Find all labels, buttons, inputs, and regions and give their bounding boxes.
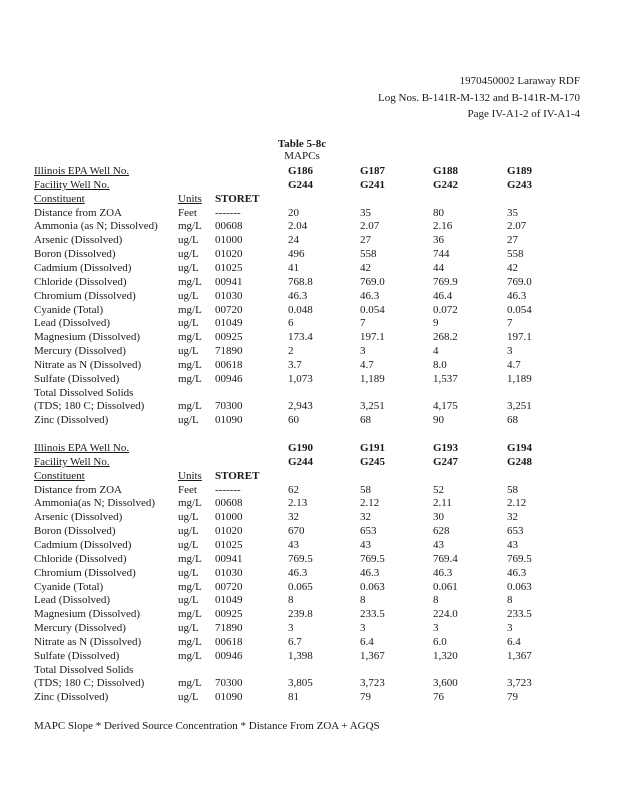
storet-cell: 01049 xyxy=(215,594,243,607)
table-row xyxy=(0,554,618,568)
value-cell: 35 xyxy=(360,206,371,219)
value-cell: 2 xyxy=(288,345,294,358)
value-cell: 2.07 xyxy=(507,220,527,233)
value-cell: 60 xyxy=(288,414,299,427)
value-cell: 2,943 xyxy=(288,400,313,413)
unit-cell: Feet xyxy=(178,483,197,496)
table-row xyxy=(0,526,618,540)
value-cell: 79 xyxy=(507,691,518,704)
value-cell: G186 xyxy=(288,165,314,177)
value-cell: 8 xyxy=(288,594,294,607)
value-cell: 1,367 xyxy=(507,649,532,662)
value-cell: 90 xyxy=(433,414,444,427)
value-cell: 42 xyxy=(507,261,518,274)
table-row xyxy=(0,194,618,208)
value-cell: 7 xyxy=(360,317,366,330)
value-cell: 769.5 xyxy=(360,552,385,565)
value-cell: 7 xyxy=(507,317,513,330)
value-cell: 3 xyxy=(507,345,513,358)
value-cell: 8 xyxy=(433,594,439,607)
storet-cell: 01000 xyxy=(215,511,243,524)
value-cell: 0.061 xyxy=(433,580,458,593)
value-cell: 268.2 xyxy=(433,331,458,344)
value-cell: G243 xyxy=(507,178,533,191)
table-title: Table 5-8c xyxy=(277,138,327,150)
row-label: Ammonia (as N; Dissolved) xyxy=(34,220,158,233)
row-label: Zinc (Dissolved) xyxy=(34,414,109,427)
value-cell: 81 xyxy=(288,691,299,704)
table-row xyxy=(0,637,618,651)
value-cell: 46.3 xyxy=(507,289,527,302)
unit-cell: mg/L xyxy=(178,608,202,621)
table-row xyxy=(0,360,618,374)
value-cell: 3.7 xyxy=(288,358,302,371)
value-cell: 44 xyxy=(433,261,444,274)
value-cell: 670 xyxy=(288,525,305,538)
unit-cell: mg/L xyxy=(178,372,202,385)
value-cell: 68 xyxy=(507,414,518,427)
unit-cell: mg/L xyxy=(178,358,202,371)
storet-cell: 00925 xyxy=(215,331,243,344)
unit-cell: Feet xyxy=(178,206,197,219)
value-cell: 42 xyxy=(360,261,371,274)
value-cell: 1,367 xyxy=(360,649,385,662)
value-cell: 769.4 xyxy=(433,552,458,565)
value-cell: 58 xyxy=(360,483,371,496)
unit-cell: mg/L xyxy=(178,580,202,593)
value-cell: 58 xyxy=(507,483,518,496)
value-cell: 2.04 xyxy=(288,220,308,233)
row-label: Distance from ZOA xyxy=(34,206,122,219)
row-label: Arsenic (Dissolved) xyxy=(34,511,123,524)
value-cell: 43 xyxy=(360,538,371,551)
value-cell: 653 xyxy=(360,525,377,538)
value-cell: G189 xyxy=(507,165,533,177)
row-label: Nitrate as N (Dissolved) xyxy=(34,358,142,371)
unit-cell: ug/L xyxy=(178,261,199,274)
table-row xyxy=(0,263,618,277)
storet-cell: 00941 xyxy=(215,552,243,565)
value-cell: 224.0 xyxy=(433,608,458,621)
table-row xyxy=(0,291,618,305)
row-label: Magnesium (Dissolved) xyxy=(34,331,141,344)
value-cell: 76 xyxy=(433,691,444,704)
value-cell: G190 xyxy=(288,442,314,454)
value-cell: 20 xyxy=(288,206,299,219)
value-cell: 233.5 xyxy=(507,608,532,621)
value-cell: 79 xyxy=(360,691,371,704)
storet-cell: 71890 xyxy=(215,345,243,358)
value-cell: 2.16 xyxy=(433,220,453,233)
row-label: Chromium (Dissolved) xyxy=(34,289,136,302)
storet-cell: 70300 xyxy=(215,400,243,413)
value-cell: 6.4 xyxy=(360,635,374,648)
value-cell: 46.4 xyxy=(433,289,453,302)
row-label: Constituent xyxy=(34,192,85,205)
row-label: Total Dissolved Solids xyxy=(34,663,134,676)
value-cell: 0.054 xyxy=(360,303,385,316)
table-row xyxy=(0,249,618,263)
value-cell: 653 xyxy=(507,525,524,538)
storet-cell: 00946 xyxy=(215,372,243,385)
unit-cell: mg/L xyxy=(178,677,202,690)
table-row xyxy=(0,471,618,485)
value-cell: 6.7 xyxy=(288,635,302,648)
value-cell: 3 xyxy=(360,345,366,358)
value-cell: 3 xyxy=(288,622,294,635)
value-cell: 46.3 xyxy=(433,566,453,579)
storet-cell: 01025 xyxy=(215,261,243,274)
value-cell: 173.4 xyxy=(288,331,313,344)
value-cell: 6.4 xyxy=(507,635,521,648)
storet-cell: 00618 xyxy=(215,635,243,648)
unit-cell: ug/L xyxy=(178,538,199,551)
row-label: Nitrate as N (Dissolved) xyxy=(34,635,142,648)
value-cell: 0.063 xyxy=(507,580,532,593)
value-cell: G244 xyxy=(288,178,314,191)
value-cell: 2.07 xyxy=(360,220,380,233)
value-cell: G188 xyxy=(433,165,459,177)
unit-cell: mg/L xyxy=(178,220,202,233)
storet-cell: 01025 xyxy=(215,538,243,551)
row-label: Cadmium (Dissolved) xyxy=(34,538,132,551)
value-cell: 8.0 xyxy=(433,358,447,371)
unit-cell: ug/L xyxy=(178,234,199,247)
value-cell: 197.1 xyxy=(507,331,532,344)
storet-cell: 01020 xyxy=(215,248,243,261)
unit-cell: mg/L xyxy=(178,635,202,648)
unit-cell: ug/L xyxy=(178,566,199,579)
unit-cell: ug/L xyxy=(178,248,199,261)
row-label: Distance from ZOA xyxy=(34,483,122,496)
row-label: Sulfate (Dissolved) xyxy=(34,649,120,662)
row-label: Facility Well No. xyxy=(34,178,110,191)
unit-cell: mg/L xyxy=(178,552,202,565)
value-cell: 769.0 xyxy=(360,275,385,288)
table-subtitle: MAPCs xyxy=(284,150,320,162)
storet-cell: ------- xyxy=(215,206,241,219)
value-cell: G193 xyxy=(433,442,459,454)
unit-cell: mg/L xyxy=(178,275,202,288)
value-cell: 1,073 xyxy=(288,372,313,385)
value-cell: 239.8 xyxy=(288,608,313,621)
value-cell: 769.5 xyxy=(288,552,313,565)
value-cell: 27 xyxy=(360,234,371,247)
row-label: Zinc (Dissolved) xyxy=(34,691,109,704)
value-cell: 24 xyxy=(288,234,299,247)
storet-cell: STORET xyxy=(215,469,260,482)
value-cell: 30 xyxy=(433,511,444,524)
value-cell: 769.9 xyxy=(433,275,458,288)
footnote: MAPC Slope * Derived Source Concentration * Distance From ZOA + AGQS xyxy=(34,720,380,732)
unit-cell: mg/L xyxy=(178,497,202,510)
storet-cell: 70300 xyxy=(215,677,243,690)
value-cell: 46.3 xyxy=(288,566,308,579)
storet-cell: 00720 xyxy=(215,303,243,316)
storet-cell: STORET xyxy=(215,192,260,205)
value-cell: 68 xyxy=(360,414,371,427)
storet-cell: 01030 xyxy=(215,566,243,579)
unit-cell: ug/L xyxy=(178,317,199,330)
value-cell: 3 xyxy=(507,622,513,635)
value-cell: 3,805 xyxy=(288,677,313,690)
value-cell: 32 xyxy=(360,511,371,524)
value-cell: 2.12 xyxy=(507,497,527,510)
value-cell: G244 xyxy=(288,455,314,468)
value-cell: 41 xyxy=(288,261,299,274)
value-cell: 233.5 xyxy=(360,608,385,621)
value-cell: 558 xyxy=(360,248,377,261)
table-row xyxy=(0,166,618,180)
unit-cell: ug/L xyxy=(178,345,199,358)
unit-cell: ug/L xyxy=(178,525,199,538)
value-cell: 43 xyxy=(433,538,444,551)
value-cell: 43 xyxy=(507,538,518,551)
value-cell: 36 xyxy=(433,234,444,247)
value-cell: 6.0 xyxy=(433,635,447,648)
table-row xyxy=(0,623,618,637)
value-cell: 9 xyxy=(433,317,439,330)
table-row xyxy=(0,374,618,388)
storet-cell: 01049 xyxy=(215,317,243,330)
storet-cell: 00608 xyxy=(215,497,243,510)
storet-cell: 71890 xyxy=(215,622,243,635)
value-cell: G241 xyxy=(360,178,386,191)
value-cell: G247 xyxy=(433,455,459,468)
unit-cell: mg/L xyxy=(178,303,202,316)
storet-cell: 01090 xyxy=(215,414,243,427)
table-row xyxy=(0,277,618,291)
row-label: Cyanide (Total) xyxy=(34,580,104,593)
value-cell: 27 xyxy=(507,234,518,247)
storet-cell: ------- xyxy=(215,483,241,496)
value-cell: 2.11 xyxy=(433,497,452,510)
value-cell: 768.8 xyxy=(288,275,313,288)
value-cell: 8 xyxy=(507,594,513,607)
row-label: Chloride (Dissolved) xyxy=(34,275,127,288)
row-label: Sulfate (Dissolved) xyxy=(34,372,120,385)
unit-cell: mg/L xyxy=(178,400,202,413)
row-label: Total Dissolved Solids xyxy=(34,386,134,399)
unit-cell: ug/L xyxy=(178,594,199,607)
table-row xyxy=(0,568,618,582)
table-row xyxy=(0,180,618,194)
value-cell: 744 xyxy=(433,248,450,261)
header-site-line: 1970450002 Laraway RDF xyxy=(459,75,580,87)
value-cell: 62 xyxy=(288,483,299,496)
value-cell: 628 xyxy=(433,525,450,538)
value-cell: 80 xyxy=(433,206,444,219)
row-label: Chloride (Dissolved) xyxy=(34,552,127,565)
value-cell: 3,251 xyxy=(360,400,385,413)
storet-cell: 00618 xyxy=(215,358,243,371)
table-row xyxy=(0,540,618,554)
value-cell: 197.1 xyxy=(360,331,385,344)
unit-cell: ug/L xyxy=(178,511,199,524)
value-cell: 1,189 xyxy=(360,372,385,385)
storet-cell: 01030 xyxy=(215,289,243,302)
storet-cell: 01090 xyxy=(215,691,243,704)
value-cell: 52 xyxy=(433,483,444,496)
value-cell: 4.7 xyxy=(507,358,521,371)
unit-cell: Units xyxy=(178,469,202,482)
row-label: Lead (Dissolved) xyxy=(34,594,111,607)
storet-cell: 00941 xyxy=(215,275,243,288)
value-cell: 32 xyxy=(288,511,299,524)
value-cell: 496 xyxy=(288,248,305,261)
value-cell: 3 xyxy=(360,622,366,635)
table-row xyxy=(0,457,618,471)
row-label: Constituent xyxy=(34,469,85,482)
value-cell: 46.3 xyxy=(360,566,380,579)
table-row xyxy=(0,415,618,429)
value-cell: 35 xyxy=(507,206,518,219)
row-label: Lead (Dissolved) xyxy=(34,317,111,330)
storet-cell: 00608 xyxy=(215,220,243,233)
value-cell: 1,189 xyxy=(507,372,532,385)
storet-cell: 00946 xyxy=(215,649,243,662)
value-cell: 1,537 xyxy=(433,372,458,385)
header-page-number: Page IV-A1-2 of IV-A1-4 xyxy=(467,108,580,120)
table-row xyxy=(0,346,618,360)
table-row xyxy=(0,692,618,706)
row-label: Magnesium (Dissolved) xyxy=(34,608,141,621)
table-row xyxy=(0,443,618,457)
value-cell: 0.048 xyxy=(288,303,313,316)
value-cell: 0.054 xyxy=(507,303,532,316)
row-label: Mercury (Dissolved) xyxy=(34,345,126,358)
table-row xyxy=(0,651,618,665)
value-cell: 769.5 xyxy=(507,552,532,565)
value-cell: 0.065 xyxy=(288,580,313,593)
value-cell: 3,600 xyxy=(433,677,458,690)
value-cell: 3,251 xyxy=(507,400,532,413)
value-cell: 4,175 xyxy=(433,400,458,413)
value-cell: 4 xyxy=(433,345,439,358)
value-cell: 1,398 xyxy=(288,649,313,662)
value-cell: 769.0 xyxy=(507,275,532,288)
value-cell: 558 xyxy=(507,248,524,261)
value-cell: 46.3 xyxy=(288,289,308,302)
value-cell: G187 xyxy=(360,165,386,177)
row-label: Boron (Dissolved) xyxy=(34,248,116,261)
value-cell: 46.3 xyxy=(507,566,527,579)
row-label: Illinois EPA Well No. xyxy=(34,165,130,177)
row-label: Chromium (Dissolved) xyxy=(34,566,136,579)
value-cell: G242 xyxy=(433,178,459,191)
value-cell: G194 xyxy=(507,442,533,454)
value-cell: 32 xyxy=(507,511,518,524)
row-label: (TDS; 180 C; Dissolved) xyxy=(34,400,145,413)
value-cell: 0.072 xyxy=(433,303,458,316)
row-label: Cadmium (Dissolved) xyxy=(34,261,132,274)
storet-cell: 01020 xyxy=(215,525,243,538)
storet-cell: 01000 xyxy=(215,234,243,247)
value-cell: G245 xyxy=(360,455,386,468)
unit-cell: Units xyxy=(178,192,202,205)
unit-cell: ug/L xyxy=(178,622,199,635)
row-label: (TDS; 180 C; Dissolved) xyxy=(34,677,145,690)
value-cell: 2.12 xyxy=(360,497,380,510)
unit-cell: ug/L xyxy=(178,691,199,704)
value-cell: 43 xyxy=(288,538,299,551)
value-cell: 8 xyxy=(360,594,366,607)
row-label: Boron (Dissolved) xyxy=(34,525,116,538)
unit-cell: mg/L xyxy=(178,649,202,662)
value-cell: G248 xyxy=(507,455,533,468)
unit-cell: ug/L xyxy=(178,289,199,302)
value-cell: 6 xyxy=(288,317,294,330)
row-label: Mercury (Dissolved) xyxy=(34,622,126,635)
value-cell: 3,723 xyxy=(507,677,532,690)
value-cell: 1,320 xyxy=(433,649,458,662)
row-label: Cyanide (Total) xyxy=(34,303,104,316)
value-cell: 4.7 xyxy=(360,358,374,371)
value-cell: 0.063 xyxy=(360,580,385,593)
value-cell: G191 xyxy=(360,442,386,454)
row-label: Arsenic (Dissolved) xyxy=(34,234,123,247)
unit-cell: ug/L xyxy=(178,414,199,427)
value-cell: 3 xyxy=(433,622,439,635)
value-cell: 46.3 xyxy=(360,289,380,302)
storet-cell: 00925 xyxy=(215,608,243,621)
row-label: Illinois EPA Well No. xyxy=(34,442,130,454)
row-label: Facility Well No. xyxy=(34,455,110,468)
value-cell: 2.13 xyxy=(288,497,308,510)
storet-cell: 00720 xyxy=(215,580,243,593)
row-label: Ammonia(as N; Dissolved) xyxy=(34,497,155,510)
value-cell: 3,723 xyxy=(360,677,385,690)
unit-cell: mg/L xyxy=(178,331,202,344)
header-log-numbers: Log Nos. B-141R-M-132 and B-141R-M-170 xyxy=(378,92,580,104)
